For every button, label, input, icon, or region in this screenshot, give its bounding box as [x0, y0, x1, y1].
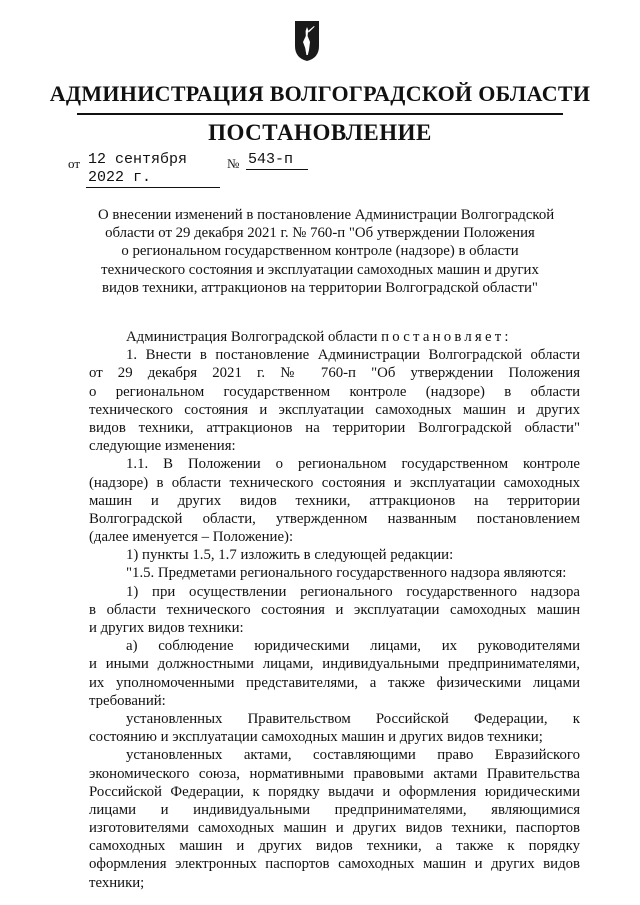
- body-line: а) соблюдение юридическими лицами, их руководителями: [126, 638, 580, 655]
- body-line: о региональном государственном контроле (надзоре) в области: [89, 383, 580, 400]
- body-line: установленных Правительством Российской Федерации, к: [126, 710, 580, 727]
- subject-line: О внесении изменений в постановление Администрации Волгоградской: [98, 207, 555, 223]
- body-line: экономического союза, нормативными правовыми актами Правительства: [89, 765, 580, 782]
- document-type-title: ПОСТАНОВЛЕНИЕ: [208, 120, 432, 145]
- document-number: 543-п: [246, 151, 308, 170]
- body-line: 1) при осуществлении регионального государственного надзора: [126, 583, 580, 600]
- document-date: 12 сентября 2022 г.: [86, 151, 220, 188]
- body-line: технического состояния и эксплуатации самоходных машин и других: [89, 401, 580, 418]
- document-subject: [98, 206, 555, 297]
- agency-name: АДМИНИСТРАЦИЯ ВОЛГОГРАДСКОЙ ОБЛАСТИ: [49, 81, 591, 106]
- body-line: 1.1. В Положении о региональном государственном контроле: [126, 456, 580, 473]
- body-line: изготовителями самоходных машин и других видов техники, паспортов: [89, 820, 580, 837]
- body-line: их уполномоченными представителями, а также физическими лицами: [89, 674, 580, 691]
- body-line: "1.5. Предметами регионального государственного надзора являются:: [126, 565, 567, 582]
- body-line: и иными должностными лицами, индивидуальными предпринимателями,: [89, 656, 580, 673]
- body-line: 1) пункты 1.5, 1.7 изложить в следующей редакции:: [126, 547, 454, 564]
- body-line: (далее именуется – Положение):: [89, 529, 294, 546]
- date-label: от: [68, 156, 81, 171]
- body-line: от 29 декабря 2021 г. № 760-п "Об утверждении Положения: [89, 365, 580, 382]
- body-line: самоходных машин и других видов техники, а также к порядку: [89, 838, 580, 855]
- body-line: установленных актами, составляющими право Евразийского: [126, 747, 580, 764]
- body-line: машин и других видов техники, аттракционов на территории: [89, 492, 580, 509]
- subject-line: области от 29 декабря 2021 г. № 760-п "Об утверждении Положения: [105, 225, 535, 242]
- body-line: в области технического состояния и эксплуатации самоходных машин: [89, 601, 580, 618]
- body-line: следующие изменения:: [89, 438, 236, 455]
- body-line: 1. Внести в постановление Администрации Волгоградской области: [126, 347, 580, 364]
- body-line: и других видов техники:: [89, 620, 244, 636]
- intro-verb: постановляет:: [381, 329, 512, 345]
- document-body: [89, 328, 580, 892]
- body-line: видов техники, аттракционов на территории Волгоградской области": [89, 419, 580, 436]
- number-label: №: [227, 156, 240, 171]
- body-line: Волгоградской области, утвержденном названным постановлением: [89, 510, 580, 527]
- body-line: оформления электронных паспортов самоходных машин и других видов: [89, 856, 580, 873]
- coat-of-arms-icon: [294, 20, 320, 62]
- subject-line: о региональном государственном контроле (надзоре) в области: [121, 243, 519, 260]
- body-line: лицами и индивидуальными предпринимателями, являющимися: [89, 801, 580, 818]
- header-divider: [77, 113, 563, 115]
- body-line: Российской Федерации, к порядку выдачи и оформления юридическими: [89, 783, 580, 800]
- body-line: техники;: [89, 874, 145, 891]
- body-line: состоянию и эксплуатации самоходных машин и других видов техники;: [89, 729, 543, 746]
- subject-line: технического состояния и эксплуатации самоходных машин и других: [101, 261, 539, 278]
- intro-text: Администрация Волгоградской области: [126, 329, 378, 345]
- body-line: требований:: [89, 692, 166, 709]
- intro-line: [89, 328, 580, 346]
- subject-line: видов техники, аттракционов на территории Волгоградской области": [102, 279, 538, 296]
- body-line: (надзоре) в области технического состояния и эксплуатации самоходных: [89, 474, 580, 491]
